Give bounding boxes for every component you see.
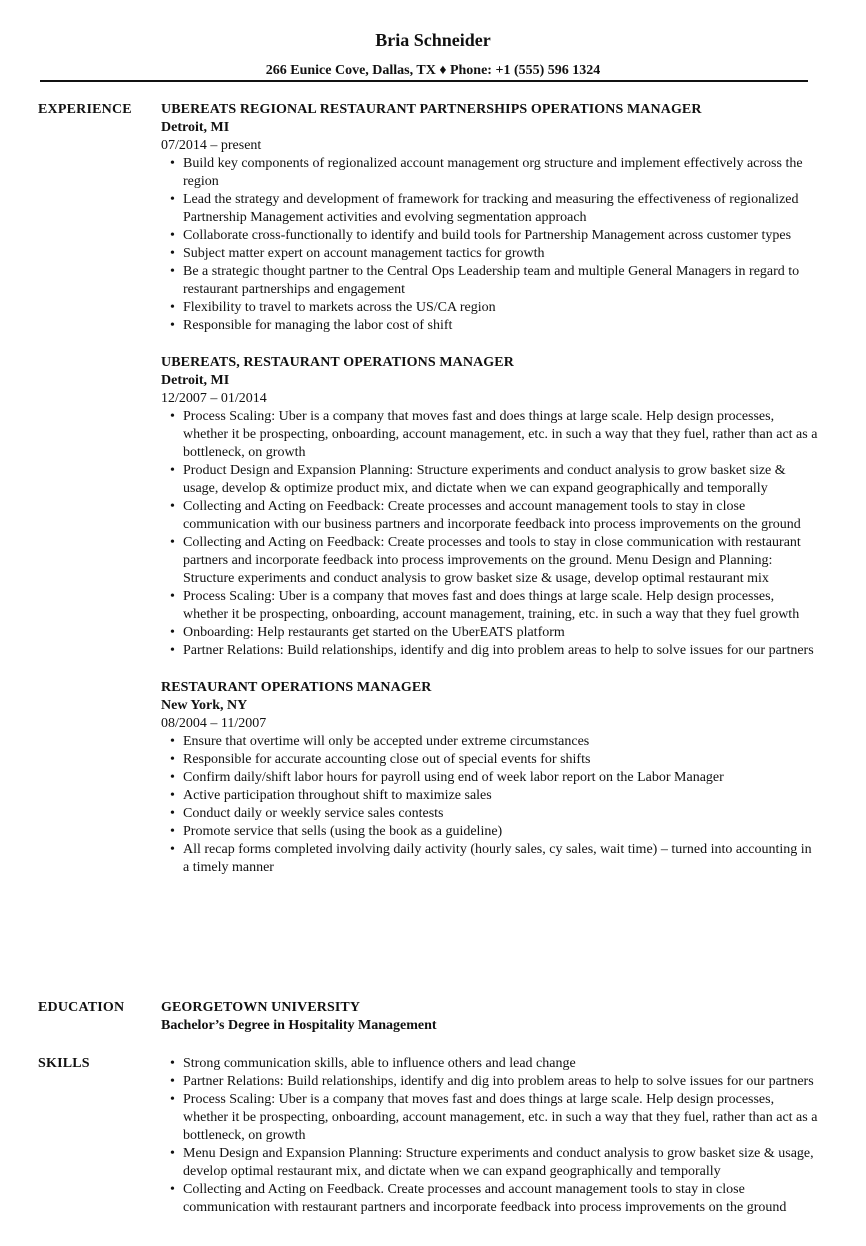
bullet-item: • Partner Relations: Build relationships, identify and dig into problem areas to help to solve issues for our partners xyxy=(183,642,821,660)
skills-list xyxy=(161,1055,821,1217)
bullet-item: • Promote service that sells (using the book as a guideline) xyxy=(183,823,821,841)
degree: Bachelor’s Degree in Hospitality Management xyxy=(161,1018,437,1033)
skill-item: • Collecting and Acting on Feedback. Create processes and account management tools to stay in close communication with restaurant partners and incorporate feedback into process improvements on the ground xyxy=(183,1181,821,1217)
section-label-experience: EXPERIENCE xyxy=(38,102,132,117)
header-divider xyxy=(40,80,808,82)
bullet-item: • Confirm daily/shift labor hours for payroll using end of week labor report on the Labor Manager xyxy=(183,769,821,787)
bullet-item: • Collecting and Acting on Feedback: Create processes and tools to stay in close communication with restaurant partners and incorporate feedback into process improvements on the ground. Menu Design and Planning: Structure experiments and conduct analysis to grow basket size & usage, develop optimal restaurant mix xyxy=(183,534,821,588)
school-name: GEORGETOWN UNIVERSITY xyxy=(161,1000,361,1015)
job-title: UBEREATS REGIONAL RESTAURANT PARTNERSHIPS OPERATIONS MANAGER xyxy=(161,102,702,117)
job-location: New York, NY xyxy=(161,698,248,713)
section-label-skills: SKILLS xyxy=(38,1056,90,1071)
job-bullets xyxy=(161,733,821,877)
job-dates: 07/2014 – present xyxy=(161,138,262,153)
bullet-item: • Conduct daily or weekly service sales contests xyxy=(183,805,821,823)
job-location: Detroit, MI xyxy=(161,373,230,388)
job-dates: 12/2007 – 01/2014 xyxy=(161,391,267,406)
section-label-education: EDUCATION xyxy=(38,1000,125,1015)
bullet-item: • Collecting and Acting on Feedback: Create processes and account management tools to stay in close communication with our business partners and incorporate feedback into process improvements on the ground xyxy=(183,498,821,534)
bullet-item: • Flexibility to travel to markets across the US/CA region xyxy=(183,299,821,317)
job-entry xyxy=(161,679,821,877)
skills-list-wrap xyxy=(161,1055,821,1217)
bullet-item: • Process Scaling: Uber is a company that moves fast and does things at large scale. Help design processes, whether it be prospecting, onboarding, account management, training, etc. in such a way that they fuel growth xyxy=(183,588,821,624)
job-entry xyxy=(161,354,821,660)
bullet-item: • Process Scaling: Uber is a company that moves fast and does things at large scale. Help design processes, whether it be prospecting, onboarding, account management, etc. in such a way that they fuel, rather than act as a bottleneck, on growth xyxy=(183,408,821,462)
bullet-item: • Active participation throughout shift to maximize sales xyxy=(183,787,821,805)
candidate-name: Bria Schneider xyxy=(375,30,491,50)
job-title: UBEREATS, RESTAURANT OPERATIONS MANAGER xyxy=(161,355,514,370)
bullet-item: • Subject matter expert on account management tactics for growth xyxy=(183,245,821,263)
bullet-item: • Ensure that overtime will only be accepted under extreme circumstances xyxy=(183,733,821,751)
bullet-item: • Build key components of regionalized account management org structure and implement effectively across the region xyxy=(183,155,821,191)
bullet-item: • Lead the strategy and development of framework for tracking and measuring the effectiveness of regionalized Partnership Management activities and evolving segmentation approach xyxy=(183,191,821,227)
experience-list xyxy=(161,101,821,896)
skill-item: • Process Scaling: Uber is a company that moves fast and does things at large scale. Help design processes, whether it be prospecting, onboarding, account management, etc. in such a way that they fuel, rather than act as a bottleneck, on growth xyxy=(183,1091,821,1145)
skill-item: • Partner Relations: Build relationships, identify and dig into problem areas to help to solve issues for our partners xyxy=(183,1073,821,1091)
bullet-item: • All recap forms completed involving daily activity (hourly sales, cy sales, wait time) – turned into accounting in a timely manner xyxy=(183,841,821,877)
bullet-item: • Responsible for accurate accounting close out of special events for shifts xyxy=(183,751,821,769)
job-bullets xyxy=(161,155,821,335)
job-entry xyxy=(161,101,821,335)
education-entry xyxy=(161,999,821,1035)
job-location: Detroit, MI xyxy=(161,120,230,135)
bullet-item: • Product Design and Expansion Planning: Structure experiments and conduct analysis to grow basket size & usage, develop & optimize product mix, and dictate when we can expand geographically and temporally xyxy=(183,462,821,498)
bullet-item: • Onboarding: Help restaurants get started on the UberEATS platform xyxy=(183,624,821,642)
bullet-item: • Be a strategic thought partner to the Central Ops Leadership team and multiple General Managers in regard to restaurant partnerships and engagement xyxy=(183,263,821,299)
bullet-item: • Responsible for managing the labor cost of shift xyxy=(183,317,821,335)
job-bullets xyxy=(161,408,821,660)
job-title: RESTAURANT OPERATIONS MANAGER xyxy=(161,680,432,695)
skill-item: • Strong communication skills, able to influence others and lead change xyxy=(183,1055,821,1073)
job-dates: 08/2004 – 11/2007 xyxy=(161,716,267,731)
contact-line: 266 Eunice Cove, Dallas, TX ♦ Phone: +1 (555) 596 1324 xyxy=(265,63,601,78)
bullet-item: • Collaborate cross-functionally to identify and build tools for Partnership Management across customer types xyxy=(183,227,821,245)
skill-item: • Menu Design and Expansion Planning: Structure experiments and conduct analysis to grow basket size & usage, develop optimal restaurant mix, and dictate when we can expand geographically and temporally xyxy=(183,1145,821,1181)
